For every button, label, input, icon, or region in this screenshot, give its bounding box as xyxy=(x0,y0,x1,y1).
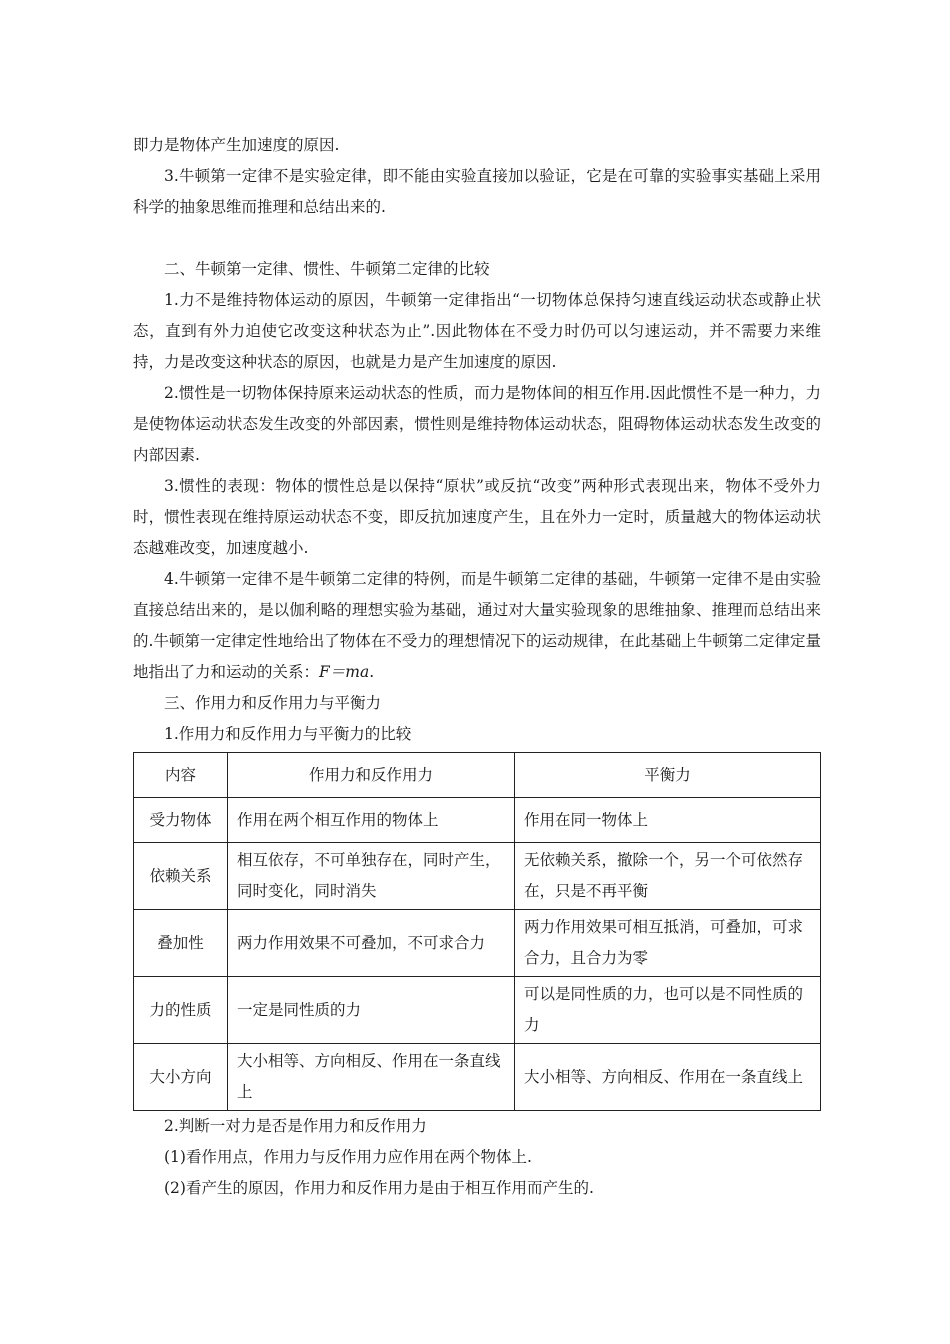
row-label: 依赖关系 xyxy=(134,843,228,910)
action-reaction-cell: 相互依存，不可单独存在，同时产生，同时变化，同时消失 xyxy=(228,843,515,910)
judgement-item-2: (2)看产生的原因，作用力和反作用力是由于相互作用而产生的. xyxy=(164,1179,594,1197)
row-label: 受力物体 xyxy=(134,798,228,843)
section-2-paragraph-4 xyxy=(133,564,821,688)
action-reaction-cell: 大小相等、方向相反、作用在一条直线上 xyxy=(228,1044,515,1111)
document-body xyxy=(133,130,821,1204)
balance-cell: 作用在同一物体上 xyxy=(515,798,821,843)
row-label: 力的性质 xyxy=(134,977,228,1044)
newton-formula: F＝ma xyxy=(319,663,370,681)
spacer xyxy=(133,223,821,254)
table-row xyxy=(134,843,821,910)
table-header-cell: 内容 xyxy=(134,753,228,798)
paragraph-point-3: 3.牛顿第一定律不是实验定律，即不能由实验直接加以验证，它是在可靠的实验事实基础上采用科学的抽象思维而推理和总结出来的. xyxy=(133,167,821,216)
table-row xyxy=(134,1044,821,1111)
section-3-heading: 三、作用力和反作用力与平衡力 xyxy=(164,694,382,712)
balance-cell: 大小相等、方向相反、作用在一条直线上 xyxy=(515,1044,821,1111)
table-row xyxy=(134,798,821,843)
table-header-cell: 作用力和反作用力 xyxy=(228,753,515,798)
table-header-cell: 平衡力 xyxy=(515,753,821,798)
judgement-item-1: (1)看作用点，作用力与反作用力应作用在两个物体上. xyxy=(164,1148,532,1166)
table-header-row xyxy=(134,753,821,798)
balance-cell: 两力作用效果可相互抵消，可叠加，可求合力，且合力为零 xyxy=(515,910,821,977)
balance-cell: 无依赖关系，撤除一个，另一个可依然存在，只是不再平衡 xyxy=(515,843,821,910)
table-row xyxy=(134,910,821,977)
comparison-table xyxy=(133,752,821,1111)
row-label: 叠加性 xyxy=(134,910,228,977)
table-row xyxy=(134,977,821,1044)
balance-cell: 可以是同性质的力，也可以是不同性质的力 xyxy=(515,977,821,1044)
section-3-sub-1: 1.作用力和反作用力与平衡力的比较 xyxy=(164,725,412,743)
section-2-paragraph-2: 2.惯性是一切物体保持原来运动状态的性质，而力是物体间的相互作用.因此惯性不是一种力，力是使物体运动状态发生改变的外部因素，惯性则是维持物体运动状态，阻碍物体运动状态发生改变的内部因素. xyxy=(133,384,821,464)
row-label: 大小方向 xyxy=(134,1044,228,1111)
section-2-paragraph-3: 3.惯性的表现：物体的惯性总是以保持“原状”或反抗“改变”两种形式表现出来，物体不受外力时，惯性表现在维持原运动状态不变，即反抗加速度产生，且在外力一定时，质量越大的物体运动状态越难改变，加速度越小. xyxy=(133,477,821,557)
intro-line: 即力是物体产生加速度的原因. xyxy=(133,136,340,154)
action-reaction-cell: 作用在两个相互作用的物体上 xyxy=(228,798,515,843)
section-2-heading: 二、牛顿第一定律、惯性、牛顿第二定律的比较 xyxy=(164,260,490,278)
action-reaction-cell: 两力作用效果不可叠加，不可求合力 xyxy=(228,910,515,977)
section-2-paragraph-1: 1.力不是维持物体运动的原因，牛顿第一定律指出“一切物体总保持匀速直线运动状态或静止状态，直到有外力迫使它改变这种状态为止”.因此物体在不受力时仍可以匀速运动，并不需要力来维持，力是改变这种状态的原因，也就是力是产生加速度的原因. xyxy=(133,291,821,371)
paragraph-4-text: 4.牛顿第一定律不是牛顿第二定律的特例，而是牛顿第二定律的基础，牛顿第一定律不是由实验直接总结出来的，是以伽利略的理想实验为基础，通过对大量实验现象的思维抽象、推理而总结出来的.牛顿第一定律定性地给出了物体在不受力的理想情况下的运动规律，在此基础上牛顿第二定律定量地指出了力和运动的关系： xyxy=(133,570,821,681)
action-reaction-cell: 一定是同性质的力 xyxy=(228,977,515,1044)
paragraph-4-end: . xyxy=(369,663,375,681)
section-3-sub-2: 2.判断一对力是否是作用力和反作用力 xyxy=(164,1117,427,1135)
